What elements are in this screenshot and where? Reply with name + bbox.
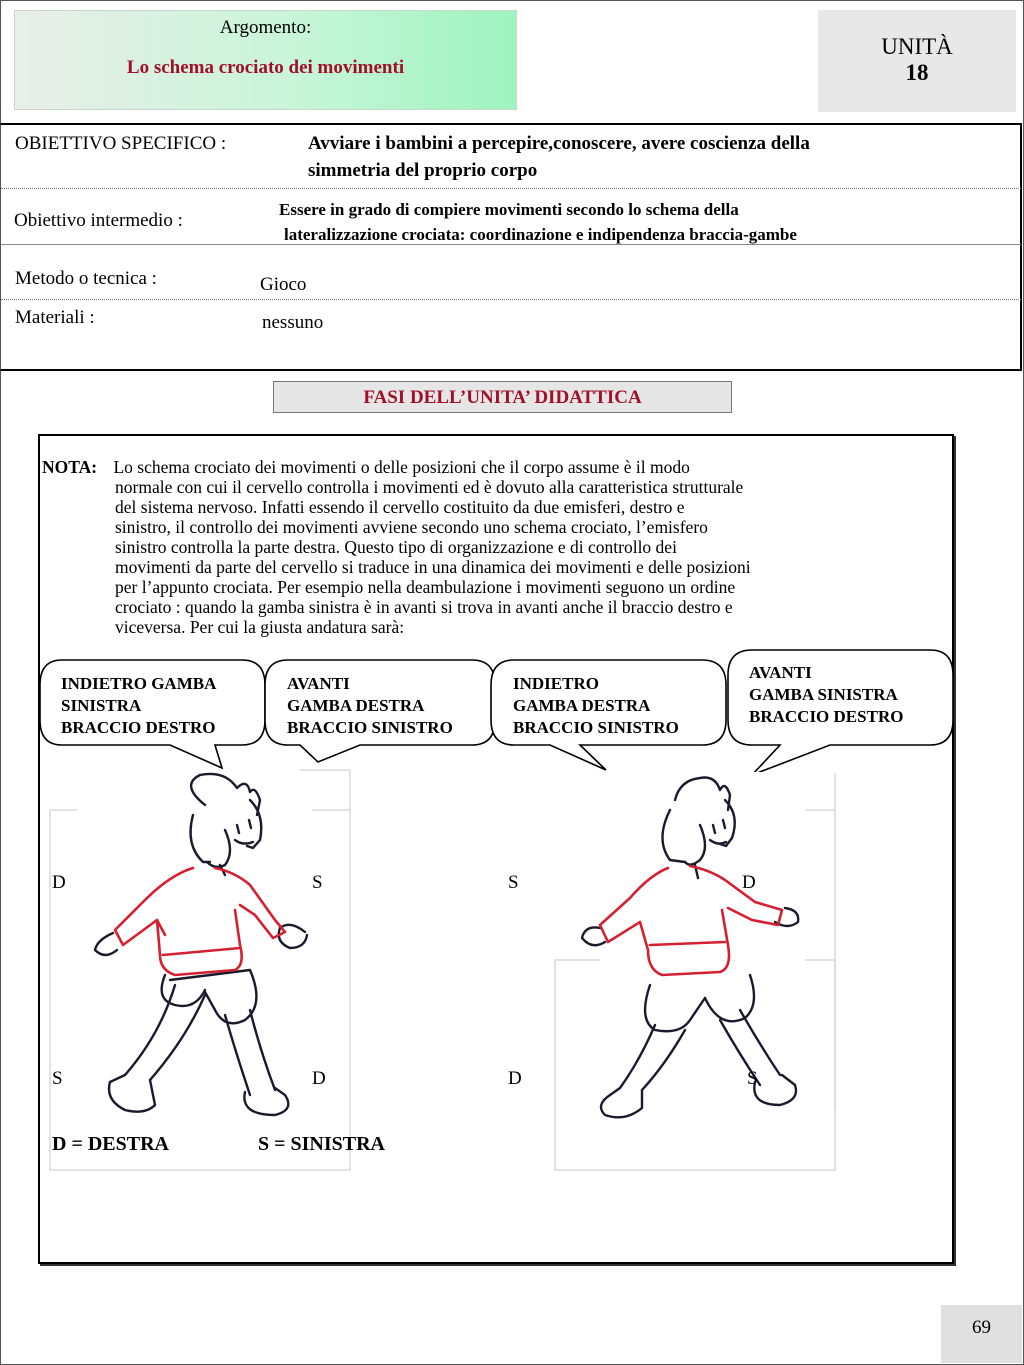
side-letter: S — [52, 1068, 63, 1089]
nota-line: sinistro controlla la parte destra. Questo tipo di organizzazione e di controllo dei — [115, 537, 677, 557]
intermediate-objective-text-1: Essere in grado di compiere movimenti secondo lo schema della — [279, 200, 739, 219]
speech-bubble-4 — [749, 662, 903, 728]
unit-number: 18 — [905, 60, 929, 85]
nota-label: NOTA: — [42, 457, 98, 477]
child-walking-right-illustration — [570, 770, 820, 1130]
nota-line: viceversa. Per cui la giusta andatura sarà: — [115, 617, 405, 637]
side-letter: D — [52, 872, 66, 893]
side-letter: S — [508, 872, 519, 893]
page-number: 69 — [941, 1305, 1022, 1363]
materials-label: Materiali : — [15, 307, 95, 328]
side-letter: S — [312, 872, 323, 893]
unit-label: UNITÀ — [881, 34, 953, 59]
materials-value: nessuno — [262, 312, 324, 333]
speech-bubble-2 — [287, 673, 453, 739]
bubble-line: BRACCIO SINISTRO — [287, 718, 453, 737]
row-divider — [1, 299, 1021, 300]
nota-line: Lo schema crociato dei movimenti o delle posizioni che il corpo assume è il modo — [113, 457, 690, 477]
nota-line: normale con cui il cervello controlla i movimenti ed è dovuto alla caratteristica strutturale — [115, 477, 744, 497]
phase-title: FASI DELL’UNITA’ DIDATTICA — [273, 381, 732, 413]
bubble-line: INDIETRO — [513, 674, 599, 693]
intermediate-objective-label: Obiettivo intermedio : — [14, 210, 183, 231]
intermediate-objective-text-2: lateralizzazione crociata: coordinazione e indipendenza braccia-gambe — [284, 225, 797, 244]
bubble-line: GAMBA SINISTRA — [749, 685, 898, 704]
nota-line: sinistro, il controllo dei movimenti avviene secondo uno schema crociato, l’emisfero — [115, 517, 708, 537]
bubble-line: SINISTRA — [61, 696, 142, 715]
side-letter: D — [508, 1068, 522, 1089]
topic-title: Lo schema crociato dei movimenti — [126, 57, 405, 78]
legend-destra: D = DESTRA — [52, 1133, 169, 1155]
bubble-line: AVANTI — [749, 663, 812, 682]
bubble-line: BRACCIO DESTRO — [749, 707, 904, 726]
side-letter: S — [747, 1068, 758, 1089]
side-letter: D — [742, 872, 756, 893]
specific-objective-text-1: Avviare i bambini a percepire,conoscere, avere coscienza della — [308, 133, 810, 154]
bubble-line: INDIETRO GAMBA — [61, 674, 217, 693]
side-letter: D — [312, 1068, 326, 1089]
speech-bubble-3 — [513, 673, 679, 739]
legend-sinistra: S = SINISTRA — [258, 1133, 386, 1155]
nota-line: del sistema nervoso. Infatti essendo il cervello costituito da due emisferi, destro e — [115, 497, 685, 517]
topic-label: Argomento: — [219, 17, 312, 38]
specific-objective-text-2: simmetria del proprio corpo — [308, 160, 538, 181]
nota-text — [42, 457, 882, 637]
nota-line: movimenti da parte del cervello si traduce in una dinamica dei movimenti e delle posizioni — [115, 557, 751, 577]
unit-box — [818, 10, 1016, 112]
row-divider — [1, 188, 1021, 189]
bubble-line: BRACCIO DESTRO — [61, 718, 216, 737]
specific-objective-label: OBIETTIVO SPECIFICO : — [15, 133, 227, 154]
method-value: Gioco — [260, 274, 307, 295]
bubble-line: GAMBA DESTRA — [513, 696, 651, 715]
nota-line: crociato : quando la gamba sinistra è in avanti si trova in avanti anche il braccio destro e — [115, 597, 733, 617]
child-walking-left-illustration — [75, 770, 325, 1130]
method-label: Metodo o tecnica : — [15, 268, 157, 289]
speech-bubble-1 — [61, 673, 216, 739]
bubble-line: AVANTI — [287, 674, 350, 693]
bubble-line: GAMBA DESTRA — [287, 696, 425, 715]
topic-box — [14, 10, 517, 110]
nota-line: per l’appunto crociata. Per esempio nella deambulazione i movimenti seguono un ordine — [115, 577, 736, 597]
bubble-line: BRACCIO SINISTRO — [513, 718, 679, 737]
